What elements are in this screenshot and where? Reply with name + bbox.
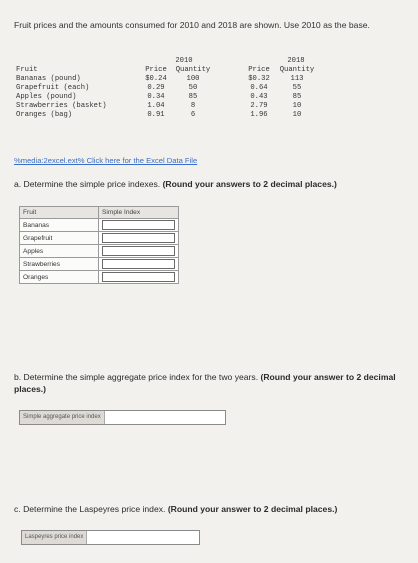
simple-index-input-bananas[interactable]	[102, 220, 175, 230]
price-2010: 0.34	[147, 93, 165, 101]
question-c	[14, 503, 337, 515]
price-2010: 1.04	[147, 102, 165, 110]
fruit-name: Bananas (pound)	[16, 75, 81, 83]
price-2010: 0.91	[147, 111, 165, 119]
price-2018: 0.43	[250, 93, 268, 101]
table-row	[20, 245, 179, 258]
quantity-2010: 85	[188, 93, 198, 101]
answer-fruit-label: Oranges	[20, 271, 99, 284]
problem-intro: Fruit prices and the amounts consumed for 2010 and 2018 are shown. Use 2010 as the base.	[14, 20, 370, 30]
quantity-2010: 8	[190, 102, 196, 110]
quantity-2018: 10	[292, 111, 302, 119]
question-a	[14, 178, 337, 190]
fruit-name: Apples (pound)	[16, 93, 77, 101]
fruit-name: Strawberries (basket)	[16, 102, 107, 110]
quantity-2010-header: Quantity	[175, 66, 211, 74]
simple-index-input-strawberries[interactable]	[102, 259, 175, 269]
question-b-rounding: (Round your answer to 2 decimal places.)	[14, 372, 396, 394]
year-2010-header: 2010	[175, 57, 193, 65]
quantity-2010: 100	[186, 75, 200, 83]
question-b-text: b. Determine the simple aggregate price index for the two years.	[14, 372, 259, 382]
simple-aggregate-index-input[interactable]	[19, 410, 226, 425]
quantity-2010: 50	[188, 84, 198, 92]
simple-index-input-grapefruit[interactable]	[102, 233, 175, 243]
price-2018: 0.64	[250, 84, 268, 92]
simple-index-answer-table	[19, 206, 179, 284]
quantity-2018: 55	[292, 84, 302, 92]
table-row	[20, 232, 179, 245]
simple-index-input-apples[interactable]	[102, 246, 175, 256]
price-2010-header: Price	[145, 66, 167, 74]
quantity-2018: 113	[290, 75, 304, 83]
question-a-rounding: (Round your answers to 2 decimal places.)	[162, 179, 337, 189]
table-row	[20, 219, 179, 232]
laspeyres-index-label: Laspeyres price index	[22, 531, 87, 544]
quantity-2018: 10	[292, 102, 302, 110]
answer-fruit-label: Bananas	[20, 219, 99, 232]
quantity-2010: 6	[190, 111, 196, 119]
table-row	[20, 271, 179, 284]
price-2018: 1.96	[250, 111, 268, 119]
simple-aggregate-index-label: Simple aggregate price index	[20, 411, 105, 424]
price-2018: 2.79	[250, 102, 268, 110]
table-row	[20, 258, 179, 271]
price-2018: $0.32	[248, 75, 270, 83]
question-b	[14, 371, 404, 395]
fruit-name: Oranges (bag)	[16, 111, 73, 119]
price-2010: 0.29	[147, 84, 165, 92]
price-2018-header: Price	[248, 66, 270, 74]
answer-fruit-label: Apples	[20, 245, 99, 258]
price-2010: $0.24	[145, 75, 167, 83]
simple-index-header: Simple Index	[99, 207, 179, 219]
answer-fruit-label: Grapefruit	[20, 232, 99, 245]
quantity-2018-header: Quantity	[279, 66, 315, 74]
excel-data-file-link[interactable]: %media:2excel.ext% Click here for the Excel Data File	[14, 156, 198, 165]
question-a-text: a. Determine the simple price indexes.	[14, 179, 161, 189]
fruit-name: Grapefruit (each)	[16, 84, 90, 92]
question-c-text: c. Determine the Laspeyres price index.	[14, 504, 166, 514]
year-2018-header: 2018	[287, 57, 305, 65]
answer-fruit-label: Strawberries	[20, 258, 99, 271]
simple-index-input-oranges[interactable]	[102, 272, 175, 282]
answer-fruit-header: Fruit	[20, 207, 99, 219]
quantity-2018: 85	[292, 93, 302, 101]
fruit-column-header: Fruit	[16, 66, 38, 74]
laspeyres-index-input[interactable]	[21, 530, 200, 545]
question-c-rounding: (Round your answer to 2 decimal places.)	[167, 504, 338, 514]
